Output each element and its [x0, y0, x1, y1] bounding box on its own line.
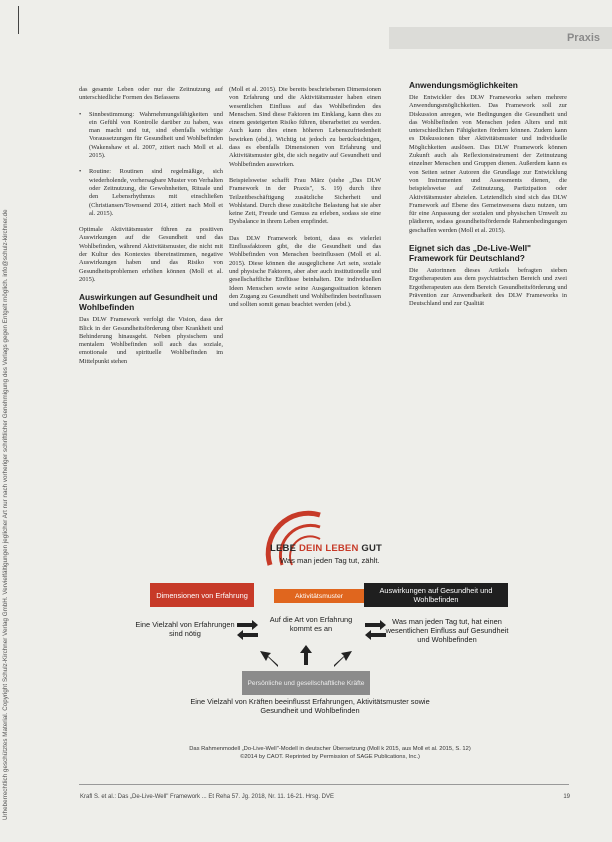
section-heading: Eignet sich das „De-Live-Well" Framework für Deutschland?: [409, 243, 532, 264]
title-part: GUT: [358, 543, 383, 554]
footer-citation: Krafl S. et al.: Das „De-Live-Well" Framework ... Et Reha 57. Jg. 2018, Nr. 11. 16-21. Hrsg. DVE: [80, 794, 335, 800]
title-part-red: DEIN LEBEN: [298, 543, 359, 554]
column-1: [79, 86, 223, 374]
paragraph: Optimale Aktivitätsmuster führen zu positiven Auswirkungen auf die Gesundheit und das Wohlbefinden, während Aktivitätsmuster, die nicht mit der Kultur des Kontextes übereinstimmen, negative Auswirkungen haben und das Risiko von Gesundheitsproblemen erhöhen können (Moll et al. 2015).: [79, 226, 223, 283]
page-number: 19: [563, 794, 570, 800]
bottom-text: Eine Vielzahl von Kräften beeinflusst Erfahrungen, Aktivitätsmuster sowie Gesundheit und Wohlbefinden: [190, 697, 430, 715]
copyright-side-note: [2, 60, 16, 820]
diagram-title: [270, 543, 382, 554]
crop-mark: [18, 6, 19, 34]
caption-line: ©2014 by CAOT. Reprinted by Permission of SAGE Publications, Inc.): [240, 754, 420, 760]
page-footer: [80, 794, 570, 800]
paragraph: Das DLW Framework verfolgt die Vision, dass der Blick in der Gesundheitsförderung über Krankheit und Behinderung hinausgeht. Neben physischem und mentalem Wohlbefinden soll auch das soziale, emotionale und spirituelle Wohlbefinden im Mittelpunkt stehen: [79, 316, 223, 365]
footer-rule: [79, 784, 569, 785]
copyright-text: Urheberrechtlich geschütztes Material. Copyright Schulz-Kirchner Verlag GmbH. Vervielfältigungen jeglicher Art nur nach vorheriger schriftlicher Genehmigung des Verlags gegen Entgelt möglich. info@schulz-kirchner.de: [2, 209, 9, 820]
title-part: LEBE: [270, 543, 299, 554]
right-text: Was man jeden Tag tut, hat einen wesentlichen Einfluss auf Gesundheit und Wohlbefinden: [385, 617, 509, 644]
column-3: [409, 80, 567, 317]
column-2: [229, 86, 381, 317]
box-aktivitaetsmuster: Aktivitätsmuster: [274, 589, 364, 603]
box-kraefte: Persönliche und gesellschaftliche Kräfte: [242, 671, 370, 695]
paragraph: Die Autorinnen dieses Artikels befragten sieben Ergotherapeuten aus dem psychiatrischen Bereich und zwei Ergotherapeuten aus dem Bereich Gesundheitsförderung und Prävention zur Anwendbarkeit des DLW Frameworks in Deutschland und zur Qualität: [409, 267, 567, 308]
bullet-item: • Routine: Routinen sind regelmäßige, sich wiederholende, vorhersagbare Muster von Verhalten oder Zeitnutzung, die Gewohnheiten, Rituale und den Lebensrhythmus mit einschließen (Christiansen/Townsend 2014, zitiert nach Moll et al. 2015).: [79, 168, 223, 218]
paragraph: (Moll et al. 2015). Die bereits beschriebenen Dimensionen von Erfahrung und die Aktivitätsmuster haben einen wesentlichen Einfluss auf das Wohlbefinden des Menschen. Sind diese Faktoren im Einklang, kann dies zu einem gesteigerten Risiko führen, überarbeitet zu werden. Auch kann dies einen höheren Lebenszufriedenheit bewirken (ebd.). Wichtig ist jedoch zu berücksichtigen, dass es ebenfalls Dimensionen von Erfahrung und Aktivitätsmuster gibt, die sich negativ auf Gesundheit und Wohlbefinden auswirken.: [229, 86, 381, 168]
paragraph: Beispielsweise schafft Frau März (siehe „Das DLW Framework in der Praxis", S. 19) durch ihre Teilzeitbeschäftigung zusätzliche Sicherheit und Wohlstand. Durch diese zusätzliche Belastung hat sie aber keine Zeit, Freude und Genuss zu erleben, sodass sie eine Dysbalance in ihrem Leben empfindet.: [229, 176, 381, 226]
diagram-tagline: Was man jeden Tag tut, zählt.: [280, 556, 380, 565]
box-dimensionen: Dimensionen von Erfahrung: [150, 583, 254, 607]
section-heading: Anwendungsmöglichkeiten: [409, 80, 518, 90]
paragraph: das gesamte Leben oder nur die Zeitnutzung auf unterschiedliche Formen des Befassens: [79, 86, 223, 102]
caption-line: Das Rahmenmodell „Do-Live-Well"-Modell in deutscher Übersetzung (Moll k 2015, aus Moll et al. 2015, S. 12): [189, 746, 471, 752]
framework-diagram: [120, 505, 520, 725]
paragraph: Das DLW Framework betont, dass es vielerlei Einflussfaktoren gibt, die die Gesundheit und das Wohlbefinden von Menschen beeinflussen (Moll et al. 2015). Diese können die ausgeglichene Art sein, soziale und physische Faktoren, aber aber auch institutionelle und gesellschaftliche Einflüsse beinhalten. Die individuellen Ideen Menschen sowie seine Ausgangssituation können den Zugang zu Gesundheit und Wohlbefinden beeinflussen und sollten somit genau beachtet werden (ebd.).: [229, 234, 381, 309]
center-text: Auf die Art von Erfahrung kommt es an: [269, 615, 353, 633]
section-tag: Praxis: [566, 32, 600, 44]
arrow-left-pair: [237, 620, 258, 640]
section-heading: Auswirkungen auf Gesundheit und Wohlbefinden: [79, 292, 218, 313]
arrows-up-from-forces: [260, 645, 352, 667]
paragraph: Die Entwickler des DLW Frameworks sehen mehrere Anwendungsmöglichkeiten. Das Framework soll zur Diskussion anregen, wie Bedingungen die Gesundheit und das Wohlbefinden von Menschen jeden Alters und mit unterschiedlichen Fähigkeiten fördern können. Zudem kann es Diskussionen über Aktivitätsmuster und individuelle Möglichkeiten auslösen. Das DLW Framework können Zukunft auch als Reflexionsinstrument der Zeitnutzung einzelner Menschen und Gruppen dienen. Außerdem kann es von Seiten seiner Autoren die Grundlage zur Entwicklung von Instrumenten und Assessments dienen, die beispielsweise auf Zeitnutzung, Partizipation oder Aktivitätsmuster abzielen. Letztendlich sind sich das DLW Framework auf Ebene des Gemeinwesens dazu nutzen, um für eine Anpassung der sozialen und physischen Umwelt zu plädieren, sodass gesundheitsfördernde Rahmenbedingungen geschaffen werden (Moll et al. 2015).: [409, 94, 567, 234]
left-text: Eine Vielzahl von Erfahrungen sind nötig: [135, 620, 235, 638]
bullet-item: • Sinnbestimmung: Wahrnehmungsfähigkeiten und ein Gefühl von Kontrolle darüber zu haben, was man macht und tut, sind ebenfalls wichtige Voraussetzungen für Gesundheit und Wohlbefinden (Wakenshaw et al. 2007, zitiert nach Moll et al. 2015).: [79, 111, 223, 161]
box-auswirkungen: Auswirkungen auf Gesundheit und Wohlbefinden: [364, 583, 508, 607]
figure-caption: [140, 745, 520, 761]
